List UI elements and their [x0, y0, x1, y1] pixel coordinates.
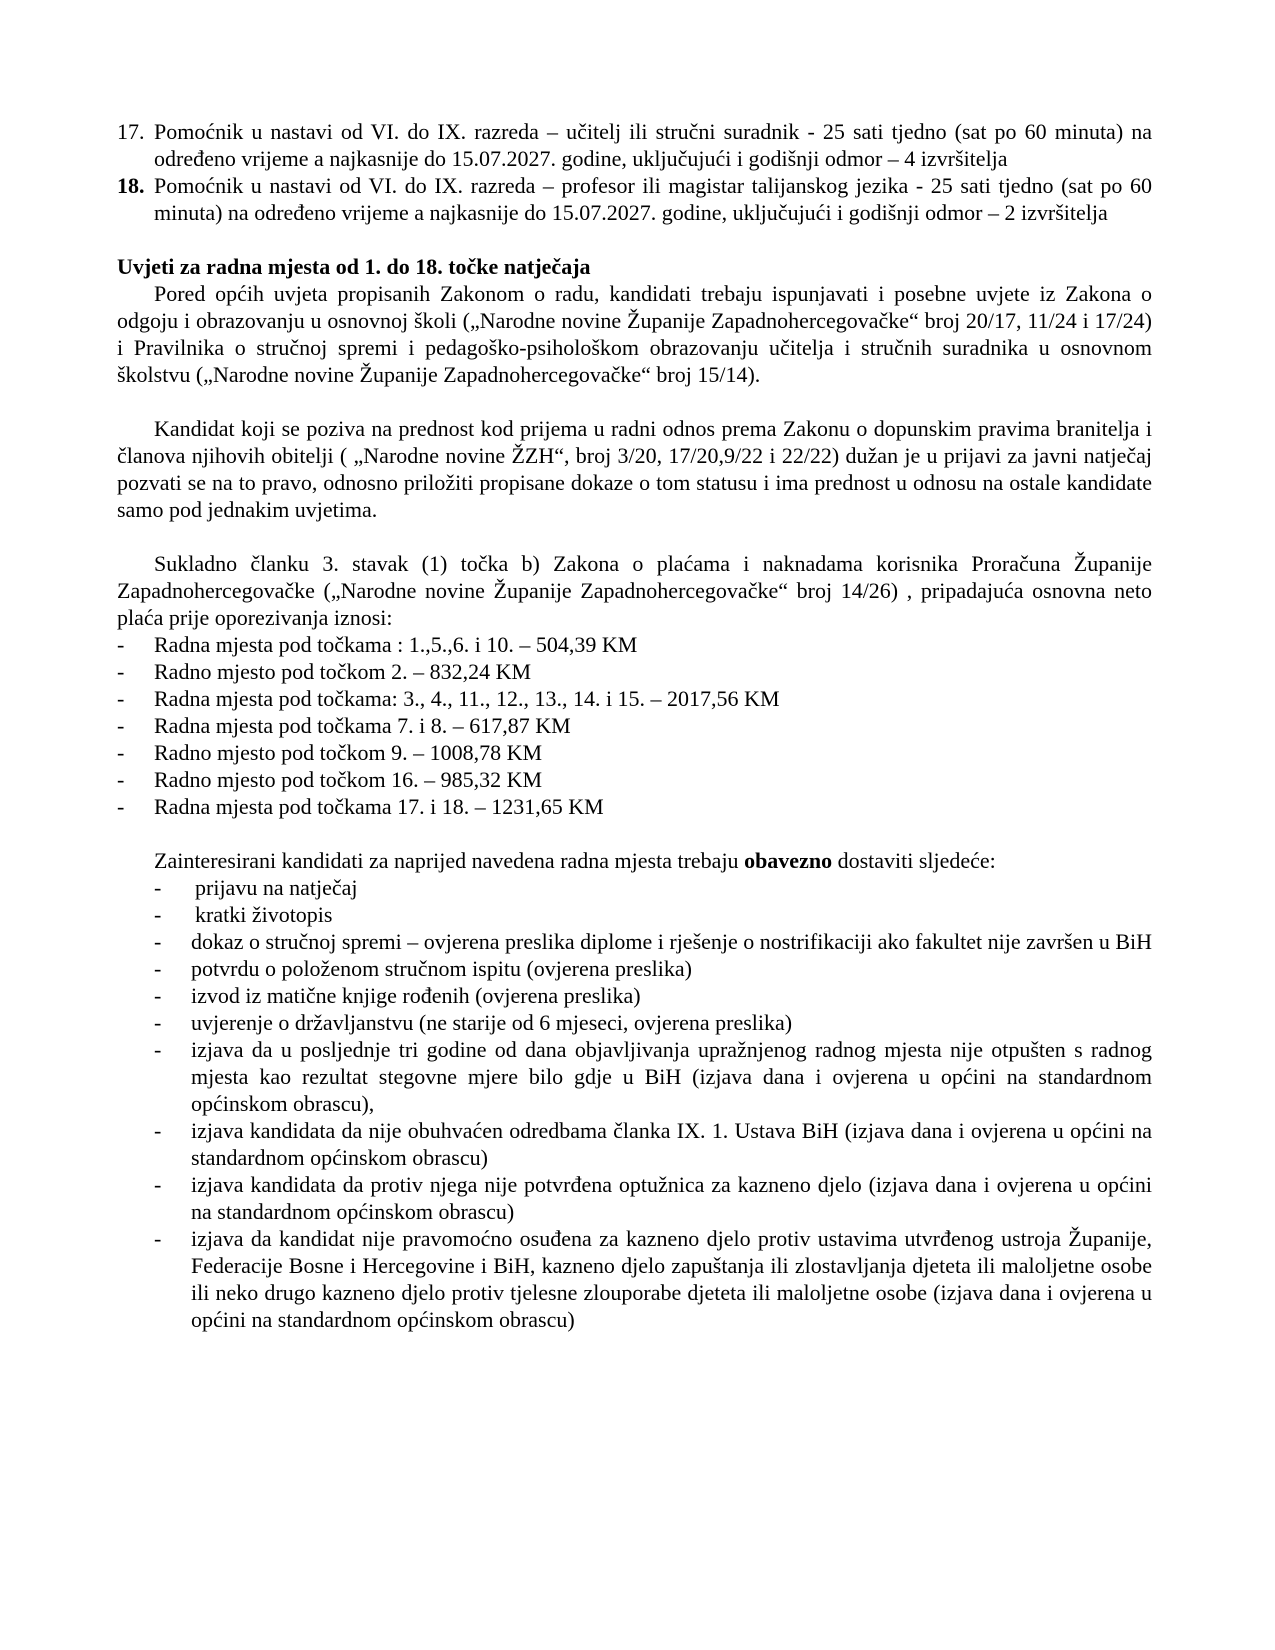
- salary-intro-paragraph: Sukladno članku 3. stavak (1) točka b) Zakona o plaćama i naknadama korisnika Proračuna Županije Zapadnohercegovačke („Narodne novine Županije Zapadnohercegovačke“ broj 14/26) , pripadajuća osnovna neto plaća prije oporezivanja iznosi:: [117, 551, 1152, 630]
- document-list-item: - uvjerenje o državljanstvu (ne starije od 6 mjeseci, ovjerena preslika): [154, 1010, 793, 1035]
- dash-bullet: -: [117, 794, 125, 819]
- dash-bullet: -: [154, 902, 162, 927]
- dash-bullet: -: [154, 929, 162, 954]
- dash-bullet: -: [117, 740, 125, 765]
- conditions-paragraph: Pored općih uvjeta propisanih Zakonom o radu, kandidati trebaju ispunjavati i posebne uvjete iz Zakona o odgoju i obrazovanju u osnovnoj školi („Narodne novine Županije Zapadnohercegovačke“ broj 20/17, 11/24 i 17/24) i Pravilnika o stručnoj spremi i pedagoško-psihološkom obrazovanju učitelja i stručnih suradnika u osnovnom školstvu („Narodne novine Županije Zapadnohercegovačke“ broj 15/14).: [117, 281, 1152, 387]
- salary-list-item: - Radna mjesta pod točkama: 3., 4., 11., 12., 13., 14. i 15. – 2017,56 KM: [117, 686, 780, 711]
- dash-bullet: -: [154, 1010, 162, 1035]
- document-list-item: - izvod iz matične knjige rođenih (ovjerena preslika): [154, 983, 641, 1008]
- dash-bullet: -: [154, 1226, 162, 1251]
- document-list-item: - kratki životopis: [154, 902, 333, 927]
- dash-bullet: -: [154, 956, 162, 981]
- salary-list-item: - Radna mjesta pod točkama 17. i 18. – 1231,65 KM: [117, 794, 604, 819]
- document-list-item: - potvrdu o položenom stručnom ispitu (ovjerena preslika): [154, 956, 692, 981]
- emphasis-text: obavezno: [744, 848, 833, 873]
- dash-bullet: -: [117, 632, 125, 657]
- document-list-item: - izjava kandidata da nije obuhvaćen odredbama članka IX. 1. Ustava BiH (izjava dana i ovjerena u općini na standardnom općinskom obrascu): [154, 1118, 1152, 1170]
- item-number: 18.: [117, 173, 145, 198]
- salary-list: [117, 631, 1152, 820]
- required-documents-list: [117, 874, 1152, 1333]
- dash-bullet: -: [154, 875, 162, 900]
- salary-list-item: - Radno mjesto pod točkom 9. – 1008,78 KM: [117, 740, 543, 765]
- document-list-item: - prijavu na natječaj: [154, 875, 358, 900]
- document-list-item: - izjava da u posljednje tri godine od dana objavljivanja upražnjenog radnog mjesta nije otpušten s radnog mjesta kao rezultat stegovne mjere bilo gdje u BiH (izjava dana i ovjerena u općini na standardnom općinskom obrascu),: [154, 1037, 1152, 1116]
- dash-bullet: -: [117, 767, 125, 792]
- item-text: Pomoćnik u nastavi od VI. do IX. razreda – profesor ili magistar talijanskog jezika - 25 sati tjedno (sat po 60 minuta) na određeno vrijeme a najkasnije do 15.07.2027. godine, uključujući i godišnji odmor – 2 izvršitelja: [154, 173, 1152, 225]
- documents-intro: Zainteresirani kandidati za naprijed navedena radna mjesta trebaju obavezno dostaviti sljedeće:: [154, 848, 996, 873]
- dash-bullet: -: [117, 686, 125, 711]
- salary-list-item: - Radna mjesta pod točkama : 1.,5.,6. i 10. – 504,39 KM: [117, 632, 638, 657]
- dash-bullet: -: [154, 983, 162, 1008]
- dash-bullet: -: [117, 659, 125, 684]
- salary-list-item: - Radno mjesto pod točkom 16. – 985,32 KM: [117, 767, 543, 792]
- document-page: [117, 118, 1152, 1333]
- dash-bullet: -: [117, 713, 125, 738]
- dash-bullet: -: [154, 1172, 162, 1197]
- position-item-17: [117, 118, 1152, 172]
- item-text: Pomoćnik u nastavi od VI. do IX. razreda – učitelj ili stručni suradnik - 25 sati tjedno (sat po 60 minuta) na određeno vrijeme a najkasnije do 15.07.2027. godine, uključujući i godišnji odmor – 4 izvršitelja: [154, 119, 1152, 171]
- document-list-item: - izjava kandidata da protiv njega nije potvrđena optužnica za kazneno djelo (izjava dana i ovjerena u općini na standardnom općinskom obrascu): [154, 1172, 1152, 1224]
- salary-list-item: - Radna mjesta pod točkama 7. i 8. – 617,87 KM: [117, 713, 571, 738]
- document-list-item: - izjava da kandidat nije pravomoćno osuđena za kazneno djelo protiv ustavima utvrđenog ustroja Županije, Federacije Bosne i Hercegovine i BiH, kazneno djelo zapuštanja ili zlostavljanja djeteta ili maloljetne osobe ili neko drugo kazneno djelo protiv tjelesne zlouporabe djeteta ili maloljetne osobe (izjava dana i ovjerena u općini na standardnom općinskom obrascu): [154, 1226, 1152, 1332]
- salary-list-item: - Radno mjesto pod točkom 2. – 832,24 KM: [117, 659, 532, 684]
- item-number: 17.: [117, 119, 145, 144]
- priority-paragraph: Kandidat koji se poziva na prednost kod prijema u radni odnos prema Zakonu o dopunskim pravima branitelja i članova njihovih obitelji ( „Narodne novine ŽZH“, broj 3/20, 17/20,9/22 i 22/22) dužan je u prijavi za javni natječaj pozvati se na to pravo, odnosno priložiti propisane dokaze o tom statusu i ima prednost u odnosu na ostale kandidate samo pod jednakim uvjetima.: [117, 416, 1152, 522]
- section-heading: Uvjeti za radna mjesta od 1. do 18. točke natječaja: [117, 254, 591, 279]
- document-list-item: - dokaz o stručnoj spremi – ovjerena preslika diplome i rješenje o nostrifikaciji ako fakultet nije završen u BiH: [154, 929, 1152, 954]
- dash-bullet: -: [154, 1037, 162, 1062]
- position-item-18: [117, 172, 1152, 226]
- dash-bullet: -: [154, 1118, 162, 1143]
